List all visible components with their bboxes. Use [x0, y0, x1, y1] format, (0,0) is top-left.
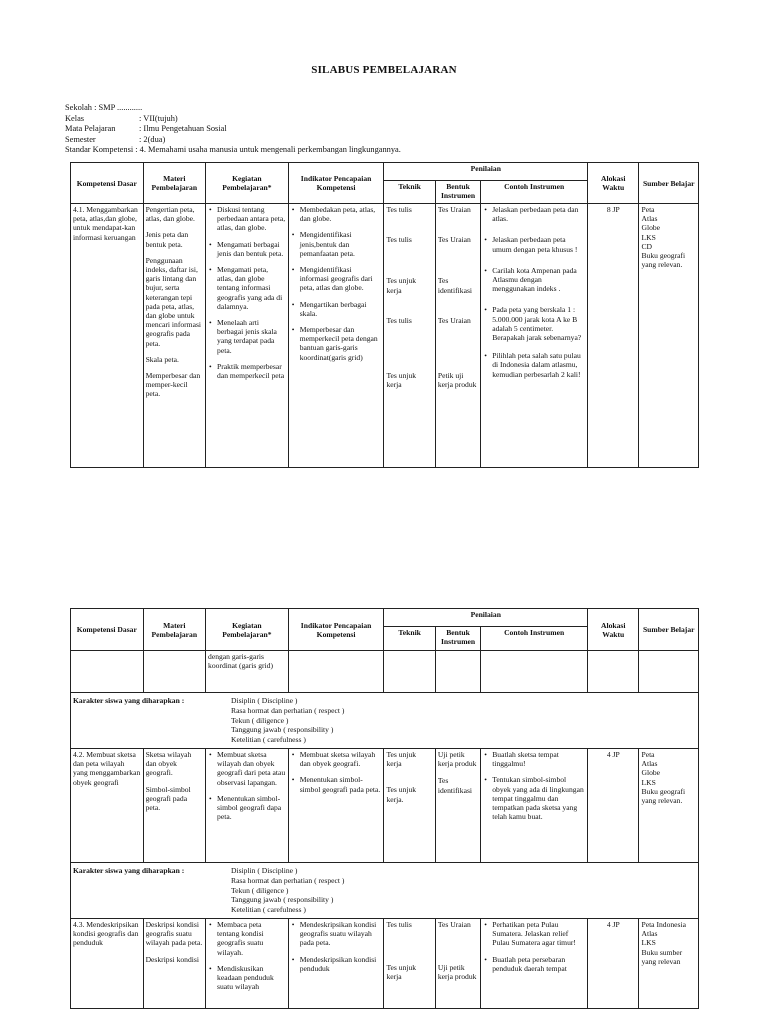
col-header-materi: Materi Pembelajaran	[143, 609, 205, 651]
list-item: • Jelaskan perbedaan peta dan atlas.	[492, 205, 585, 223]
empty-cell	[288, 651, 384, 693]
indikator-cell	[288, 919, 384, 1009]
list-item: Pengertian peta, atlas, dan globe.	[145, 205, 195, 224]
list-item: • Buatlah peta persebaran penduduk daerah tempat	[492, 955, 585, 973]
kegiatan-continuation: dengan garis-garis koordinat (garis grid)	[208, 652, 273, 671]
karakter-cell	[71, 693, 699, 749]
kegiatan-cell	[206, 204, 289, 468]
list-item: Tes identifikasi	[437, 276, 473, 295]
bentuk-cell	[435, 204, 480, 468]
karakter-item: Disiplin ( Discipline )	[231, 866, 298, 875]
list-item: Skala peta.	[145, 354, 179, 364]
list-item: Uji petik kerja produk	[437, 750, 477, 769]
karakter-item: Rasa hormat dan perhatian ( respect )	[231, 705, 345, 715]
list-item: • Menentukan simbol-simbol geografi dapa peta.	[217, 794, 286, 822]
list-item: Peta Indonesia	[641, 920, 686, 929]
list-item: Tes Uraian	[437, 235, 471, 245]
list-item: Buku geografi yang relevan.	[641, 251, 686, 270]
karakter-item: Disiplin ( Discipline )	[231, 696, 298, 705]
list-item: • Mengidentifikasi informasi geografis dari peta, atlas dan globe.	[300, 265, 382, 293]
kd-text: 4.2. Membuat sketsa dan peta wilayah yang menggambarkan obyek geografi	[73, 750, 141, 787]
col-header-alokasi: Alokasi Waktu	[588, 163, 639, 204]
kd-cell	[71, 919, 144, 1009]
list-item: Tes unjuk kerja	[386, 963, 417, 982]
col-header-bentuk: Bentuk Instrumen	[435, 627, 480, 651]
list-item: Tes Uraian	[437, 205, 471, 214]
list-item: Petik uji kerja produk	[437, 371, 477, 390]
list-item: LKS	[641, 232, 656, 242]
header-value: : Ilmu Pengetahuan Sosial	[139, 124, 227, 134]
empty-cell	[588, 651, 639, 693]
contoh-cell	[481, 749, 588, 863]
list-item: Buku sumber yang relevan	[641, 947, 683, 966]
list-item: Buku geografi yang relevan.	[641, 786, 686, 806]
materi-cell	[143, 749, 205, 863]
col-header-teknik: Teknik	[384, 181, 435, 204]
sumber-cell	[639, 919, 699, 1009]
empty-cell	[384, 651, 435, 693]
karakter-label: Karakter siswa yang diharapkan :	[73, 696, 185, 705]
table-row	[71, 919, 699, 1009]
list-item: Uji petik kerja produk	[437, 963, 477, 982]
list-item: Sketsa wilayah dan obyek geografi.	[145, 750, 192, 778]
col-header-bentuk: Bentuk Instrumen	[435, 181, 480, 204]
sumber-cell	[639, 749, 699, 863]
list-item: • Mendeskripsikan kondisi geografis suatu wilayah pada peta.	[300, 920, 382, 948]
list-item: Tes unjuk kerja.	[386, 785, 417, 804]
list-item: Tes identifikasi	[437, 776, 473, 795]
list-item: • Mendeskripsikan kondisi penduduk	[300, 955, 382, 973]
list-item: Atlas	[641, 759, 658, 769]
karakter-item: Ketelitian ( carefulness )	[231, 735, 306, 745]
header-row-subject	[65, 124, 401, 135]
standar-kompetensi: Standar Kompetensi : 4. Memahami usaha manusia untuk mengenali perkembangan lingkungannya.	[65, 145, 401, 155]
list-item: Atlas	[641, 929, 658, 939]
kd-cell	[71, 204, 144, 468]
karakter-item: Ketelitian ( carefulness )	[231, 905, 306, 915]
list-item: • Pada peta yang berskala 1 : 5.000.000 jarak kota A ke B adalah 5 centimeter. Berapakah jarak sebenarnya?	[492, 305, 585, 342]
karakter-item: Tanggung jawab ( responsibility )	[231, 725, 334, 735]
col-header-kd: Kompetensi Dasar	[71, 163, 144, 204]
list-item: Tes Uraian	[437, 315, 471, 325]
header-info	[65, 103, 401, 156]
list-item: Simbol-simbol geografi pada peta.	[145, 784, 191, 813]
list-item: • Mengamati peta, atlas, dan globe tentang informasi geografis yang ada di dalamnya.	[217, 265, 286, 311]
header-row-semester	[65, 135, 401, 146]
bentuk-cell	[435, 919, 480, 1009]
list-item: • Tentukan simbol-simbol obyek yang ada di lingkungan tempat tinggalmu dan tempatkan pada sketsa yang telah kamu buat.	[492, 775, 585, 821]
list-item: • Diskusi tentang perbedaan antara peta, atlas, dan globe.	[217, 205, 286, 233]
list-item: • Mendiskusikan keadaan penduduk suatu wilayah	[217, 964, 286, 992]
indikator-cell	[288, 204, 384, 468]
karakter-row	[71, 693, 699, 749]
teknik-cell	[384, 749, 435, 863]
empty-cell	[639, 651, 699, 693]
teknik-cell	[384, 204, 435, 468]
karakter-item: Tekun ( diligence )	[231, 885, 289, 895]
list-item: • Carilah kota Ampenan pada Atlasmu dengan menggunakan indeks .	[492, 266, 585, 294]
list-item: • Perhatikan peta Pulau Sumatera. Jelaskan relief Pulau Sumatera agar timur!	[492, 920, 585, 948]
list-item: Globe	[641, 768, 661, 778]
list-item: Atlas	[641, 214, 658, 224]
materi-cell	[143, 919, 205, 1009]
header-key: Kelas	[65, 113, 85, 123]
list-item: LKS	[641, 777, 656, 787]
list-item: • Membuat sketsa wilayah dan obyek geografi dari peta atau observasi lapangan.	[217, 750, 286, 787]
list-item: • Membuat sketsa wilayah dan obyek geografi.	[300, 750, 382, 768]
col-header-materi: Materi Pembelajaran	[143, 163, 205, 204]
kd-cell	[71, 749, 144, 863]
list-item: Peta	[641, 750, 655, 759]
alokasi-cell	[588, 749, 639, 863]
alokasi-value: 4 JP	[606, 920, 620, 929]
syllabus-table-2	[70, 608, 699, 1009]
header-key: Mata Pelajaran	[65, 124, 116, 134]
kegiatan-cell	[206, 651, 289, 693]
list-item: Tes tulis	[386, 920, 412, 929]
col-header-teknik: Teknik	[384, 627, 435, 651]
col-header-alokasi: Alokasi Waktu	[588, 609, 639, 651]
list-item: • Praktik memperbesar dan memperkecil peta	[217, 362, 286, 380]
list-item: • Mengidentifikasi jenis,bentuk dan pemanfaatan peta.	[300, 230, 382, 258]
col-header-sumber: Sumber Belajar	[639, 163, 699, 204]
list-item: Tes tulis	[386, 315, 412, 325]
list-item: • Memperbesar dan memperkecil peta dengan bantuan garis-garis koordinat(garis grid)	[300, 325, 382, 362]
list-item: • Pilihlah peta salah satu pulau di Indonesia dalam atlasmu, kemudian perbesarlah 2 kali!	[492, 351, 585, 379]
list-item: Globe	[641, 223, 661, 233]
empty-cell	[71, 651, 144, 693]
col-header-kd: Kompetensi Dasar	[71, 609, 144, 651]
contoh-cell	[481, 919, 588, 1009]
col-header-contoh: Contoh Instrumen	[481, 181, 588, 204]
col-header-indikator: Indikator Pencapaian Kompetensi	[288, 609, 384, 651]
list-item: • Menelaah arti berbagai jenis skala yang terdapat pada peta.	[217, 318, 286, 355]
alokasi-cell	[588, 919, 639, 1009]
contoh-cell	[481, 204, 588, 468]
kd-text: 4.1. Menggambarkan peta, atlas,dan globe, untuk mendapat-kan informasi keruangan	[73, 205, 138, 242]
header-row-school	[65, 103, 401, 114]
empty-cell	[435, 651, 480, 693]
empty-cell	[481, 651, 588, 693]
indikator-cell	[288, 749, 384, 863]
header-key: Semester	[65, 134, 96, 144]
alokasi-cell	[588, 204, 639, 468]
teknik-cell	[384, 919, 435, 1009]
karakter-item: Tekun ( diligence )	[231, 715, 289, 725]
kegiatan-cell	[206, 919, 289, 1009]
materi-cell	[143, 204, 205, 468]
list-item: Peta	[641, 205, 655, 214]
list-item: Tes unjuk kerja	[386, 750, 417, 769]
sumber-cell	[639, 204, 699, 468]
list-item: Tes unjuk kerja	[386, 371, 417, 390]
kegiatan-cell	[206, 749, 289, 863]
alokasi-value: 4 JP	[606, 750, 620, 759]
bentuk-cell	[435, 749, 480, 863]
table-row	[71, 749, 699, 863]
list-item: Jenis peta dan bentuk peta.	[145, 230, 189, 249]
header-key: Sekolah : SMP ............	[65, 103, 143, 112]
list-item: • Menentukan simbol-simbol geografi pada peta.	[300, 775, 382, 793]
list-item: LKS	[641, 938, 656, 948]
list-item: • Buatlah sketsa tempat tinggalmu!	[492, 750, 585, 768]
list-item: Penggunaan indeks, daftar isi, garis lintang dan bujur, serta keterangan tepi pada peta, atlas, dan globe untuk mencari informasi geografis pada peta.	[145, 255, 202, 348]
list-item: Memperbesar dan memper-kecil peta.	[145, 371, 201, 399]
kd-text: 4.3. Mendeskripsikan kondisi geografis dan penduduk	[73, 920, 139, 948]
list-item: CD	[641, 241, 653, 251]
list-item: • Jelaskan perbedaan peta umum dengan peta khusus !	[492, 235, 585, 253]
col-header-sumber: Sumber Belajar	[639, 609, 699, 651]
list-item: Deskripsi kondisi geografis suatu wilayah pada peta.	[145, 920, 203, 948]
table-row	[71, 651, 699, 693]
karakter-item: Tanggung jawab ( responsibility )	[231, 895, 334, 905]
table-row	[71, 204, 699, 468]
list-item: Tes tulis	[386, 205, 412, 214]
col-header-indikator: Indikator Pencapaian Kompetensi	[288, 163, 384, 204]
col-header-kegiatan: Kegiatan Pembelajaran*	[206, 609, 289, 651]
col-header-kegiatan: Kegiatan Pembelajaran*	[206, 163, 289, 204]
karakter-label: Karakter siswa yang diharapkan :	[73, 866, 185, 875]
header-row-class	[65, 114, 401, 125]
syllabus-table-1	[70, 162, 699, 468]
list-item: • Mengartikan berbagai skala.	[300, 300, 382, 318]
col-header-contoh: Contoh Instrumen	[481, 627, 588, 651]
header-value: : 2(dua)	[139, 134, 166, 144]
document-title: SILABUS PEMBELAJARAN	[311, 64, 457, 76]
karakter-cell	[71, 863, 699, 919]
list-item: • Mengamati berbagai jenis dan bentuk peta.	[217, 240, 286, 258]
list-item: Deskripsi kondisi	[145, 954, 199, 964]
col-header-penilaian: Penilaian	[384, 163, 588, 181]
list-item: • Membaca peta tentang kondisi geografis suatu wilayah.	[217, 920, 286, 957]
list-item: Tes tulis	[386, 235, 412, 245]
list-item: • Membedakan peta, atlas, dan globe.	[300, 205, 382, 223]
list-item: Tes Uraian	[437, 920, 471, 929]
karakter-item: Rasa hormat dan perhatian ( respect )	[231, 875, 345, 885]
empty-cell	[143, 651, 205, 693]
col-header-penilaian: Penilaian	[384, 609, 588, 627]
karakter-row	[71, 863, 699, 919]
list-item: Tes unjuk kerja	[386, 276, 417, 295]
header-value: : VII(tujuh)	[139, 113, 178, 123]
alokasi-value: 8 JP	[606, 205, 620, 214]
